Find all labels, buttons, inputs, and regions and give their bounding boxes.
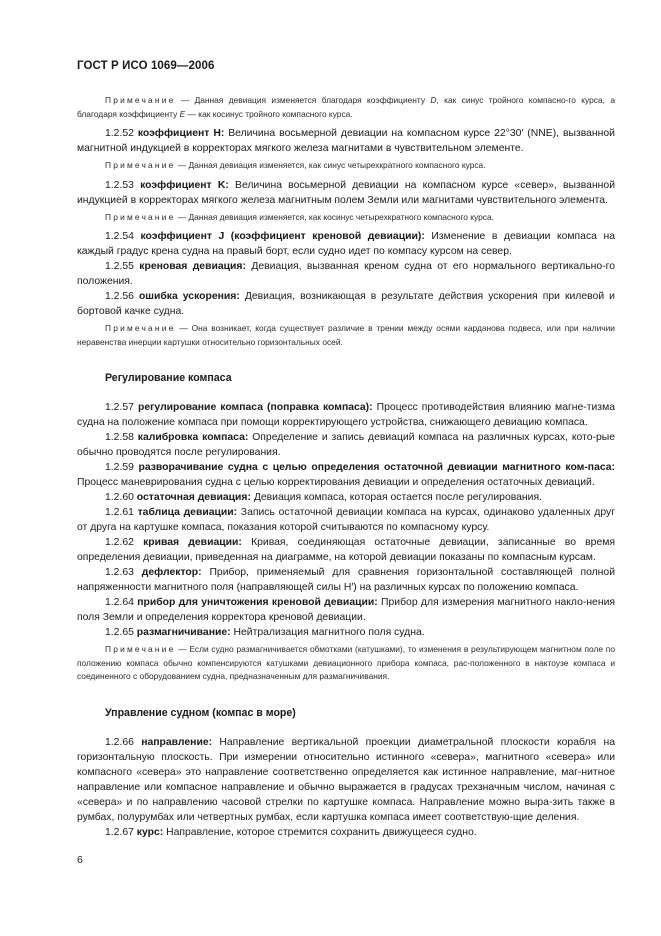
- term-item: 1.2.64 прибор для уничтожения креновой девиации: Прибор для измерения магнитного накло-нения поля Земли и определения корректора креновой девиации.: [77, 597, 616, 623]
- note-paragraph: Примечание — Если судно размагничивается обмотками (катушками), то изменения в результирующем магнитном поле по положению компаса обычно компенсируются катушками девиационного прибора компаса, рас-положенного в нактоузе компаса и соединенного с оборудованием судна, предназначенным для размагничивания.: [77, 644, 616, 681]
- section-heading: Управление судном (компас в море): [105, 706, 296, 719]
- term-item: 1.2.57 регулирование компаса (поправка компаса): Процесс противодействия влиянию магне-тизма судна на положение компаса при помощи корректирующего устройства, снижающего девиацию компаса.: [77, 402, 615, 428]
- note-paragraph: Примечание — Данная девиация изменяется благодаря коэффициенту D, как синус тройного компасно-го курса, а благодаря коэффициенту E — как косинус тройного компасного курса.: [77, 95, 615, 119]
- note-label: Примечание: [105, 95, 176, 105]
- note-paragraph: Примечание — Данная девиация изменяется, как косинус четырехкратного компасного курса.: [105, 211, 494, 222]
- term-item: 1.2.56 ошибка ускорения: Девиация, возникающая в результате действия ускорения при килевой и бортовой качке судна.: [77, 291, 615, 317]
- term-item: 1.2.66 направление: Направление вертикальной проекции диаметральной плоскости корабля на горизонтальную плоскость. При измерении относительно истинного «севера», магнитного «севера» или компасного «севера» это направление соответственно определяется как истинное направление, маг-нитное направление или компасное направление и обычно выражается в градусах трехзначным числом, начиная с «севера» и по направлению часовой стрелки по картушке компаса. Направление можно выра-зить также в румбах, полурумбах или четвертных румбах, если картушка компаса имеет соответствую-щие деления.: [77, 736, 615, 823]
- term-item: 1.2.60 остаточная девиация: Девиация компаса, которая остается после регулирования.: [105, 492, 542, 503]
- term-item: 1.2.63 дефлектор: Прибор, применяемый для сравнения горизонтальной составляющей полной напряженности магнитного поля (направляющей силы H′) на различных курсах по положению компаса.: [77, 567, 615, 593]
- term-item: 1.2.65 размагничивание: Нейтрализация магнитного поля судна.: [105, 627, 425, 638]
- note-paragraph: Примечание — Она возникает, когда существует различие в трении между осями карданова подвеса, или при наличии неравенства инерции картушки относительно горизонтальных осей.: [77, 323, 615, 347]
- document-page: [77, 60, 615, 840]
- section-heading: Регулирование компаса: [105, 372, 232, 384]
- term-item: 1.2.67 курс: Направление, которое стремится сохранить движущееся судно.: [105, 826, 477, 838]
- term-item: 1.2.53 коэффициент K: Величина восьмерной девиации на компасном курсе «север», вызванной индукцией в корректорах мягкого железа магнитным полем Земли или магнитами чувствительного элемента.: [77, 179, 616, 206]
- term-item: 1.2.58 калибровка компаса: Определение и запись девиаций компаса на различных курсах, кото-рые обычно проводятся после регулирования.: [77, 432, 615, 458]
- term-item: 1.2.55 креновая девиация: Девиация, вызванная креном судна от его нормального вертикально-го положения.: [77, 261, 615, 287]
- term-item: 1.2.61 таблица девиации: Запись остаточной девиации компаса на курсах, одинаково удаленных друг от друга на картушке компаса, показания которой считываются по компасному курсу.: [77, 507, 615, 533]
- term-item: 1.2.54 коэффициент J (коэффициент креновой девиации): Изменение в девиации компаса на каждый градус крена судна на правый борт, если судно идет по компасу курсом на север.: [77, 231, 615, 257]
- term-item: 1.2.62 кривая девиации: Кривая, соединяющая остаточные девиации, записанные во время определения девиации, приведенная на диаграмме, на которой девиации показаны по компасным курсам.: [77, 537, 616, 563]
- term-item: 1.2.59 разворачивание судна с целью определения остаточной девиации магнитного ком-паса: Процесс маневрирования судна с целью корректирования девиации и определения остаточных девиаций.: [77, 462, 616, 488]
- document-header: ГОСТ Р ИСО 1069—2006: [77, 60, 215, 72]
- note-paragraph: Примечание — Данная девиация изменяется, как синус четырехкратного компасного курса.: [105, 160, 486, 170]
- term-item: 1.2.52 коэффициент H: Величина восьмерной девиации на компасном курсе 22°30′ (NNE), вызванной магнитной индукцией в корректорах мягкого железа магнитами в чувствительном элементе.: [77, 128, 615, 154]
- page-number: 6: [77, 854, 83, 866]
